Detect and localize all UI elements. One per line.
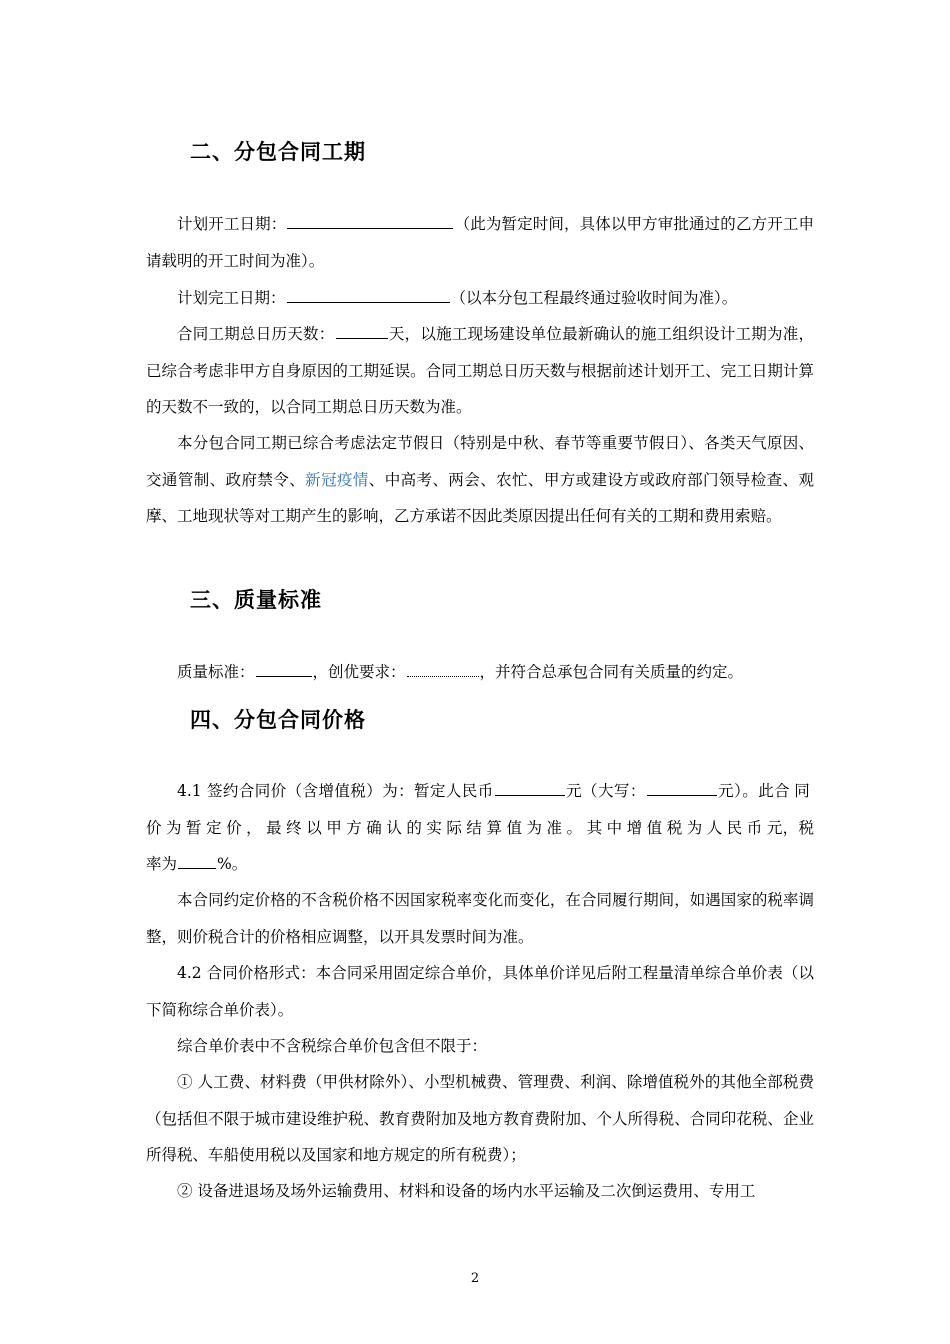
contract-price-text-d: 合同价为暂定价，最终以甲方确认的实际结算值为准。其中增值税为人民币	[146, 782, 814, 837]
total-days-label: 合同工期总日历天数：	[177, 325, 335, 343]
quality-standard-blank[interactable]	[256, 658, 312, 677]
holiday-text-a: 本分包合同工期已综合考虑法定节假日（特别是中秋、春节等重要节假日）、各类天气原因、交通管制、政府禁令、	[146, 434, 814, 489]
quality-mid: ，创优要求：	[312, 663, 406, 681]
excellence-requirement-blank[interactable]	[407, 658, 479, 677]
unit-price-intro: 综合单价表中不含税综合单价包含但不限于：	[177, 1037, 488, 1055]
tax-adjustment-paragraph: 本合同约定价格的不含税价格不因国家税率变化而变化，在合同履行期间，如遇国家的税率调整，则价税合计的价格相应调整，以开具发票时间为准。	[146, 891, 814, 946]
contract-price-text-e: 元，税率为	[146, 818, 814, 873]
planned-end-label: 计划完工日期：	[177, 289, 286, 307]
holiday-paragraph	[146, 425, 814, 535]
total-days-text: 天，以施工现场建设单位最新确认的施工组织设计工期为准，已综合考虑非甲方自身原因的工期延误。合同工期总日历天数与根据前述计划开工、完工日期计算的天数不一致的，以合同工期总日历天数为准。	[146, 325, 814, 416]
contract-price-paragraph	[146, 773, 814, 883]
holiday-text-b: 、中高考、两会、农忙、甲方或建设方或政府部门领导检查、观摩、工地现状等对工期产生的影响，乙方承诺不因此类原因提出任何有关的工期和费用索赔。	[146, 470, 814, 525]
planned-end-blank[interactable]	[287, 284, 450, 303]
planned-start-label: 计划开工日期：	[177, 215, 287, 233]
section-heading-price: 四、分包合同价格	[190, 708, 366, 732]
list-item-1: ① 人工费、材料费（甲供材除外）、小型机械费、管理费、利润、除增值税外的其他全部税费（包括但不限于城市建设维护税、教育费附加及地方教育费附加、个人所得税、合同印花税、企业所得税、车船使用税以及国家和地方规定的所有税费）；	[146, 1073, 814, 1164]
page-number: 2	[470, 1271, 480, 1286]
price-form-paragraph: 4.2 合同价格形式：本合同采用固定综合单价，具体单价详见后附工程量清单综合单价表（以下简称综合单价表）。	[146, 964, 814, 1019]
planned-end-paragraph	[146, 280, 814, 317]
section-heading-quality: 三、质量标准	[190, 588, 322, 612]
covid-link[interactable]: 新冠疫情	[305, 470, 369, 489]
planned-start-note-b: 开工申请载明的开工时间为准）。	[146, 215, 814, 270]
contract-price-text-b: 元（大写：	[565, 782, 646, 800]
quality-end: ，并符合总承包合同有关质量的约定。	[479, 663, 744, 681]
quality-label: 质量标准：	[177, 663, 255, 681]
price-words-blank[interactable]	[647, 777, 717, 796]
total-days-paragraph	[146, 316, 814, 426]
quality-paragraph	[146, 654, 814, 691]
total-days-blank[interactable]	[336, 320, 388, 339]
tax-rate-blank[interactable]	[178, 850, 216, 869]
list-item-2: ② 设备进退场及场外运输费用、材料和设备的场内水平运输及二次倒运费用、专用工	[177, 1182, 756, 1200]
contract-price-text-f: %。	[217, 855, 248, 873]
contract-price-text-c: 元）。此	[717, 782, 775, 800]
planned-end-note: （以本分包工程最终通过验收时间为准）。	[450, 289, 738, 307]
planned-start-blank[interactable]	[287, 210, 453, 229]
planned-start-note-a: （此为暂定时间，具体以甲方审批通过的乙方	[454, 215, 768, 233]
contract-price-text-a: 4.1 签约合同价（含增值税）为：暂定人民币	[177, 782, 494, 800]
section-heading-schedule: 二、分包合同工期	[190, 140, 366, 164]
price-figure-blank[interactable]	[495, 777, 565, 796]
planned-start-paragraph	[146, 206, 814, 279]
